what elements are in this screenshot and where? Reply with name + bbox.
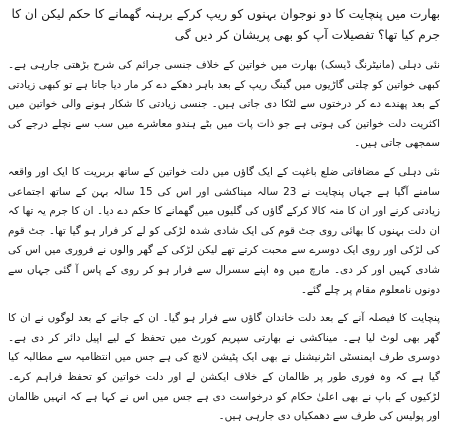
article-paragraph-2: نئی دہلی کے مضافاتی ضلع باغپت کے ایک گاؤں میں دلت خواتین کے ساتھ بربریت کا ایک اور واقعہ سامنے آگیا ہے جہاں پنچایت نے 23 سالہ میناکشی اور اس کی 15 سالہ بہن کے ساتھ اجتماعی زیادتی کرنے اور ان کا منہ کالا کرکے گاؤں کی گلیوں میں گھمانے کا حکم دے دیا۔ ان کا جرم یہ تھا کہ ان دلت بہنوں کا بھائی روی جٹ قوم کی ایک شادی شدہ لڑکی کو لے کر فرار ہو گیا تھا۔ جٹ قوم کی لڑکی اور روی ایک دوسرے سے محبت کرتے تھے لیکن لڑکی کے گھر والوں نے فروری میں اس کی شادی کہیں اور کر دی۔ مارچ میں وہ اپنے سسرال سے فرار ہو کر روی کے پاس آ گئی جہاں سے دونوں نامعلوم مقام پر چلے گئے۔ xyxy=(8,165,440,296)
article-headline: بھارت میں پنچایت کا دو نوجوان بہنوں کو ریپ کرکے برہنہ گھمانے کا حکم لیکن ان کا جرم کیا تھا؟ تفصیلات آپ کو بھی پریشان کر دیں گی xyxy=(11,7,440,42)
article-paragraph-3: پنچایت کا فیصلہ آنے کے بعد دلت خاندان گاؤں سے فرار ہو گیا۔ ان کے جانے کے بعد لوگوں نے ان کا گھر بھی لوٹ لیا ہے۔ میناکشی نے بھارتی سپریم کورٹ میں تحفظ کے لیے اپیل دائر کر دی ہے۔ دوسری طرف ایمنسٹی انٹرنیشنل نے بھی ایک پٹیشن لانچ کی ہے جس میں انتظامیہ سے مطالبہ کیا گیا ہے کہ وہ فوری طور پر ظالمان کے خلاف ایکشن لے اور دلت خواتین کو تحفظ فراہم کرے۔ لڑکیوں کے باپ نے بھی اعلیٰ حکام کو درخواست دی ہے جس میں اس نے کہا ہے کہ انہیں ظالمان اور پولیس کی طرف سے دھمکیاں دی جارہی ہیں۔ xyxy=(8,312,440,423)
article-paragraph-1: نئی دہلی (مانیٹرنگ ڈیسک) بھارت میں خواتین کے خلاف جنسی جرائم کی شرح بڑھتی جارہی ہے۔ کبھی خواتین کو چلتی گاڑیوں میں گینگ ریپ کے بعد باہر دھکے دے کر مار دیا جاتا ہے تو کبھی زیادتی کے بعد پھندے دے کر درختوں سے لٹکا دی جاتی ہیں۔ جنسی زیادتی کا شکار ہونے والی خواتین میں اکثریت دلت خواتین کی ہوتی ہے جو ذات پات میں بٹے ہندو معاشرے میں سب سے نچلے درجے کی سمجھی جاتی ہیں۔ xyxy=(8,59,440,150)
